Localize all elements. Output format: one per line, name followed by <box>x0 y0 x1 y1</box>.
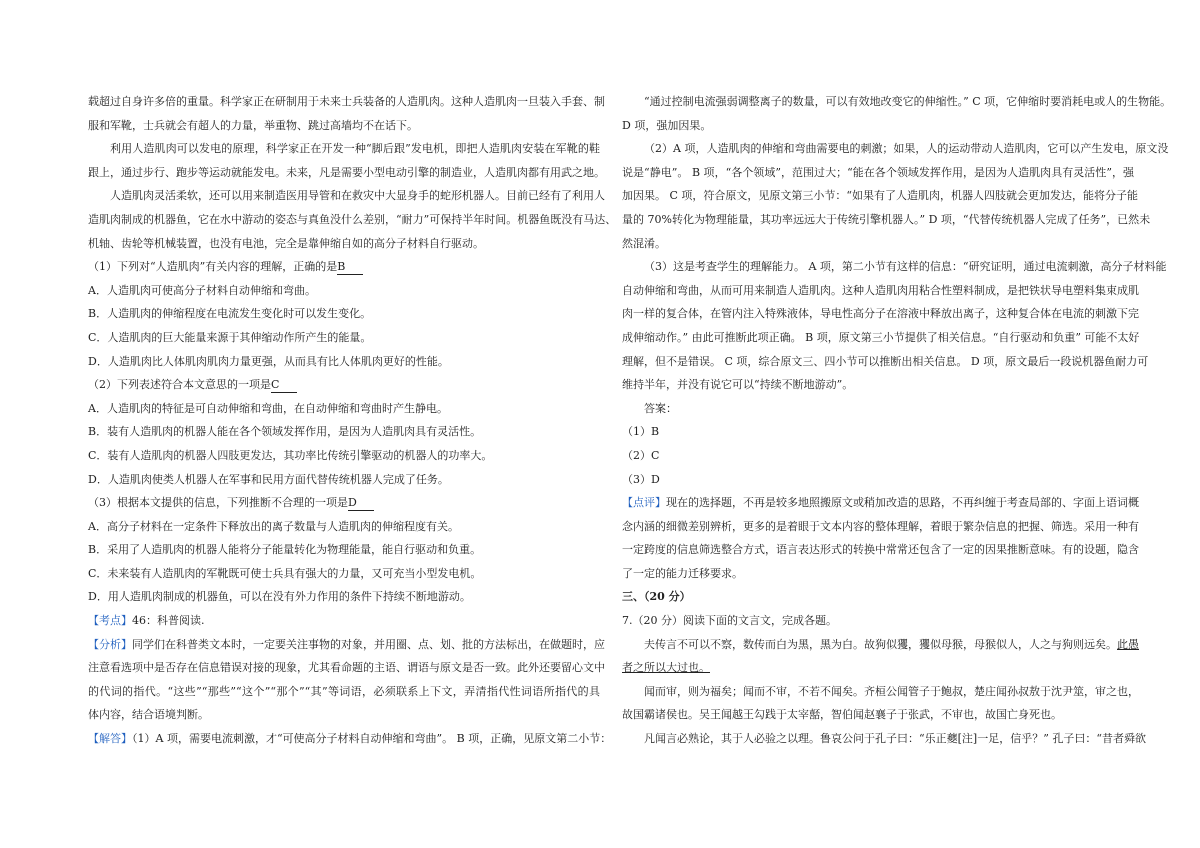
classical-text-line <box>622 656 1134 680</box>
classical-text-line: 凡闻言必熟论，其于人必验之以理。鲁哀公问于孔子曰：“乐正夔[注]一足，信乎？” 孔子曰：“昔者舜欲 <box>644 732 1146 746</box>
jieda-line: 加因果。 C 项，符合原文，见原文第三小节：“如果有了人造肌肉，机器人四肢就会更加发达，能将分子能 <box>622 189 1139 203</box>
question-2-option-b: B．装有人造肌肉的机器人能在各个领域发挥作用，是因为人造肌肉具有灵活性。 <box>88 425 482 439</box>
fenxi-line: 【分析】同学们在科普类文本时，一定要关注事物的对象，并用圈、点、划、批的方法标出，在做题时，应 <box>88 637 605 651</box>
question-3-answer-blank: D <box>348 496 374 511</box>
underlined-sentence: 此愚 <box>1117 637 1139 651</box>
jieda-line: 维持半年，并没有说它可以“持续不断地游动”。 <box>622 378 854 392</box>
question-3-stem: （3）根据本文提供的信息，下列推断不合理的一项是D <box>88 491 600 515</box>
jieda-line: 【解答】（1）A 项，需要电流刺激，才“可使高分子材料自动伸缩和弯曲”。 B 项，正确，见原文第二小节： <box>88 732 612 746</box>
question-3-option-c: C．未来装有人造肌肉的军靴既可使士兵具有强大的力量，又可充当小型发电机。 <box>88 566 482 580</box>
question-1-stem: （1）下列对“人造肌肉”有关内容的理解，正确的是B <box>88 255 600 279</box>
passage-line: 造肌肉制成的机器鱼，它在水中游动的姿态与真鱼没什么差别，“耐力”可保持半年时间。机器鱼既没有马达、 <box>88 212 617 226</box>
question-3-option-b: B．采用了人造肌肉的机器人能将分子能量转化为物理能量，能自行驱动和负重。 <box>88 543 482 557</box>
answer-2: （2）C <box>622 448 660 462</box>
classical-text-line: 闻而审，则为福矣；闻而不审，不若不闻矣。齐桓公闻管子于鲍叔，楚庄闻孙叔敖于沈尹筮，审之也， <box>644 684 1139 698</box>
question-1-option-a: A．人造肌肉可使高分子材料自动伸缩和弯曲。 <box>88 283 316 297</box>
fenxi-line: 的代词的指代。“这些”“那些”“这个”“那个”“其”等词语，必须联系上下文，弄清指代性词语所指代的具 <box>88 684 600 698</box>
jieda-line: “通过控制电流强弱调整离子的数量，可以有效地改变它的伸缩性。” C 项，它伸缩时要消耗电或人的生物能。 <box>644 95 1172 108</box>
jieda-line: 说是“静电”。 B 项，“各个领域”，范围过大；“能在各个领域发挥作用，是因为人造肌肉具有灵活性”，强 <box>622 165 1134 179</box>
question-1-answer-blank: B <box>337 260 363 275</box>
kaodian-line: 【考点】46：科普阅读. <box>88 614 205 628</box>
passage-line: 载超过自身许多倍的重量。科学家正在研制用于未来士兵装备的人造肌肉。这种人造肌肉一旦装入手套、制 <box>88 95 605 108</box>
dianping-line: 念内涵的细微差别辨析，更多的是着眼于文本内容的整体理解，着眼于繁杂信息的把握、筛选。采用一种有 <box>622 519 1139 533</box>
question-1-option-c: C．人造肌肉的巨大能量来源于其伸缩动作所产生的能量。 <box>88 330 372 344</box>
dianping-line: 【点评】现在的选择题，不再是较多地照搬原文或稍加改造的思路，不再纠缠于考查局部的、字面上语词概 <box>622 496 1139 510</box>
section-3-heading: 三、（20 分） <box>622 590 691 604</box>
dianping-tag: 【点评】 <box>622 496 666 510</box>
passage-line: 人造肌肉灵活柔软，还可以用来制造医用导管和在救灾中大显身手的蛇形机器人。目前已经有了利用人 <box>110 189 605 203</box>
question-1-option-b: B．人造肌肉的伸缩程度在电流发生变化时可以发生变化。 <box>88 307 372 321</box>
jieda-line: （3）这是考查学生的理解能力。 A 项，第二小节有这样的信息：“研究证明，通过电流刺激，高分子材料能 <box>644 260 1167 274</box>
question-2-answer-blank: C <box>271 378 297 393</box>
right-column <box>622 90 1172 751</box>
answer-3: （3）D <box>622 472 660 486</box>
kaodian-tag: 【考点】 <box>88 614 132 628</box>
question-2-stem: （2）下列表述符合本文意思的一项是C <box>88 373 600 397</box>
jieda-line: 量的 70%转化为物理能量，其功率远远大于传统引擎机器人。” D 项，“代替传统机器人完成了任务”，已然未 <box>622 212 1151 226</box>
passage-line: 机轴、齿轮等机械装置，也没有电池，完全是靠伸缩自如的高分子材料自行驱动。 <box>88 236 484 250</box>
fenxi-line: 注意看选项中是否存在信息错误对接的现象，尤其看命题的主语、谓语与原文是否一致。此外还要留心文中 <box>88 661 605 675</box>
fenxi-line: 体内容，结合语境判断。 <box>88 708 209 722</box>
dianping-line: 一定跨度的信息筛选整合方式，语言表达形式的转换中常常还包含了一定的因果推断意味。有的设题，隐含 <box>622 543 1139 557</box>
question-1-option-d: D．人造肌肉比人体肌肉肌肉力量更强，从而具有比人体肌肉更好的性能。 <box>88 354 449 368</box>
jieda-line: 然混淆。 <box>622 236 666 250</box>
question-3-option-d: D．用人造肌肉制成的机器鱼，可以在没有外力作用的条件下持续不断地游动。 <box>88 590 471 604</box>
question-3-option-a: A．高分子材料在一定条件下释放出的离子数量与人造肌肉的伸缩程度有关。 <box>88 519 459 533</box>
question-7-stem: 7.（20 分）阅读下面的文言文，完成各题。 <box>622 614 837 628</box>
question-2-option-d: D．人造肌肉使类人机器人在军事和民用方面代替传统机器人完成了任务。 <box>88 472 449 486</box>
dianping-line: 了一定的能力迁移要求。 <box>622 566 743 580</box>
jieda-line: 自动伸缩和弯曲，从而可用来制造人造肌肉。这种人造肌肉用粘合性塑料制成，是把铁状导电塑料集束成肌 <box>622 283 1139 297</box>
passage-line: 利用人造肌肉可以发电的原理，科学家正在开发一种“脚后跟”发电机，即把人造肌肉安装在军靴的鞋 <box>110 142 600 156</box>
question-2-option-c: C．装有人造肌肉的机器人四肢更发达，其功率比传统引擎驱动的机器人的功率大。 <box>88 448 493 462</box>
answer-label: 答案： <box>644 401 677 415</box>
jieda-line: D 项，强加因果。 <box>622 118 712 132</box>
jieda-line: 理解，但不是错误。 C 项，综合原文三、四小节可以推断出相关信息。 D 项，原文最后一段说机器鱼耐力可 <box>622 354 1149 368</box>
left-column <box>88 90 617 751</box>
question-2-option-a: A．人造肌肉的特征是可自动伸缩和弯曲，在自动伸缩和弯曲时产生静电。 <box>88 401 448 415</box>
fenxi-tag: 【分析】 <box>88 637 132 651</box>
passage-line: 跟上，通过步行、跑步等运动就能发电。未来，凡是需要小型电动引擎的制造业，人造肌肉都有用武之地。 <box>88 165 605 179</box>
underlined-sentence: 者之所以大过也。 <box>622 661 710 675</box>
jieda-line: （2）A 项，人造肌肉的伸缩和弯曲需要电的刺激；如果，人的运动带动人造肌肉，它可以产生发电，原文没 <box>644 142 1169 156</box>
answer-1: （1）B <box>622 425 660 439</box>
classical-text-line: 夫传言不可以不察，数传而白为黑，黑为白。故狗似玃，玃似母猴，母猴似人，人之与狗则远矣。此愚 <box>644 637 1139 651</box>
classical-text-line: 故国霸诸侯也。吴王闻越王勾践于太宰嚭，智伯闻赵襄子于张武，不审也，故国亡身死也。 <box>622 708 1062 722</box>
jieda-line: 成伸缩动作。” 由此可推断此项正确。 B 项，原文第三小节提供了相关信息。“自行驱动和负重” 可能不太好 <box>622 330 1140 344</box>
jieda-tag: 【解答】 <box>88 732 132 746</box>
jieda-line: 肉一样的复合体，在管内注入特殊液体，导电性高分子在溶液中释放出离子，这种复合体在电流的刺激下完 <box>622 307 1139 321</box>
passage-line: 服和军靴，士兵就会有超人的力量，举重物、跳过高墙均不在话下。 <box>88 118 418 132</box>
